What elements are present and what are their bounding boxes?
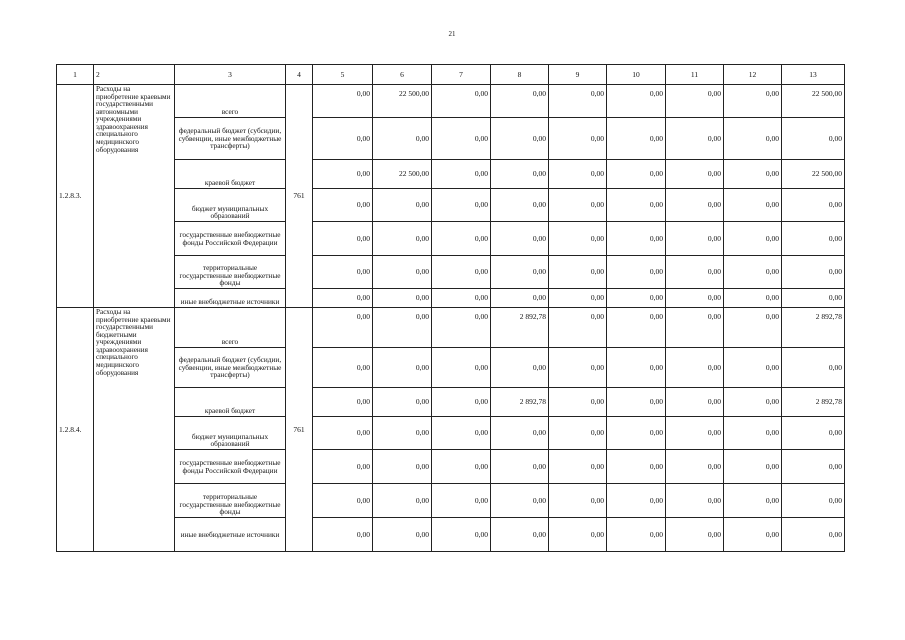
- value-cell: 0,00: [782, 484, 845, 518]
- value-cell: 0,00: [666, 118, 724, 160]
- table-row: [57, 160, 845, 189]
- value-cell: 0,00: [491, 518, 549, 552]
- value-cell: 0,00: [666, 450, 724, 484]
- value-cell: 0,00: [724, 518, 782, 552]
- value-cell: 0,00: [313, 388, 373, 417]
- value-cell: 0,00: [491, 348, 549, 388]
- value-cell: 0,00: [666, 518, 724, 552]
- value-cell: 0,00: [313, 308, 373, 348]
- table-row: [57, 118, 845, 160]
- value-cell: 0,00: [666, 189, 724, 222]
- value-cell: 0,00: [607, 417, 666, 450]
- value-cell: 0,00: [432, 348, 491, 388]
- admin-code: 761: [286, 308, 313, 552]
- value-cell: 0,00: [724, 118, 782, 160]
- value-cell: 0,00: [666, 160, 724, 189]
- value-cell: 0,00: [724, 450, 782, 484]
- table-row: [57, 256, 845, 289]
- value-cell: 0,00: [724, 348, 782, 388]
- item-code: 1.2.8.4.: [57, 308, 94, 552]
- funding-source: федеральный бюджет (субсидии, субвенции, иные межбюджетные трансферты): [175, 348, 286, 388]
- value-cell: 0,00: [373, 256, 432, 289]
- value-cell: 0,00: [432, 388, 491, 417]
- value-cell: 0,00: [491, 189, 549, 222]
- value-cell: 0,00: [782, 222, 845, 256]
- value-cell: 2 892,78: [782, 308, 845, 348]
- header-cell: 2: [94, 65, 175, 85]
- value-cell: 0,00: [549, 417, 607, 450]
- value-cell: 0,00: [313, 160, 373, 189]
- funding-source: территориальные государственные внебюджетные фонды: [175, 256, 286, 289]
- header-cell: 4: [286, 65, 313, 85]
- budget-table: [56, 64, 845, 552]
- value-cell: 0,00: [724, 85, 782, 118]
- item-code: 1.2.8.3.: [57, 85, 94, 308]
- header-cell: 3: [175, 65, 286, 85]
- value-cell: 0,00: [782, 256, 845, 289]
- funding-source: всего: [175, 85, 286, 118]
- value-cell: 0,00: [373, 222, 432, 256]
- value-cell: 0,00: [373, 388, 432, 417]
- header-cell: 10: [607, 65, 666, 85]
- value-cell: 0,00: [549, 118, 607, 160]
- value-cell: 0,00: [432, 289, 491, 308]
- header-row: [57, 65, 845, 85]
- value-cell: 0,00: [782, 289, 845, 308]
- value-cell: 0,00: [549, 256, 607, 289]
- header-cell: 13: [782, 65, 845, 85]
- value-cell: 0,00: [724, 417, 782, 450]
- value-cell: 0,00: [373, 348, 432, 388]
- value-cell: 2 892,78: [491, 388, 549, 417]
- value-cell: 0,00: [607, 450, 666, 484]
- table-row: [57, 348, 845, 388]
- value-cell: 0,00: [666, 85, 724, 118]
- value-cell: 0,00: [607, 388, 666, 417]
- value-cell: 0,00: [607, 256, 666, 289]
- value-cell: 0,00: [607, 518, 666, 552]
- value-cell: 0,00: [549, 484, 607, 518]
- value-cell: 0,00: [666, 222, 724, 256]
- table-row: [57, 308, 845, 348]
- value-cell: 0,00: [491, 289, 549, 308]
- value-cell: 0,00: [666, 256, 724, 289]
- value-cell: 0,00: [607, 118, 666, 160]
- value-cell: 0,00: [373, 308, 432, 348]
- value-cell: 0,00: [724, 256, 782, 289]
- value-cell: 0,00: [432, 160, 491, 189]
- value-cell: 0,00: [373, 417, 432, 450]
- table-row: [57, 450, 845, 484]
- value-cell: 0,00: [549, 348, 607, 388]
- value-cell: 0,00: [549, 388, 607, 417]
- value-cell: 0,00: [432, 450, 491, 484]
- value-cell: 0,00: [432, 189, 491, 222]
- value-cell: 0,00: [549, 518, 607, 552]
- value-cell: 0,00: [491, 417, 549, 450]
- header-cell: 6: [373, 65, 432, 85]
- value-cell: 0,00: [549, 450, 607, 484]
- value-cell: 0,00: [666, 348, 724, 388]
- item-description: Расходы на приобретение краевыми государственными автономными учреждениями здравоохранения специального медицинского оборудования: [94, 85, 175, 308]
- table-row: [57, 388, 845, 417]
- value-cell: 0,00: [432, 308, 491, 348]
- value-cell: 0,00: [491, 222, 549, 256]
- table-row: [57, 189, 845, 222]
- value-cell: 0,00: [313, 222, 373, 256]
- value-cell: 0,00: [782, 518, 845, 552]
- table-row: [57, 417, 845, 450]
- value-cell: 0,00: [724, 289, 782, 308]
- value-cell: 0,00: [666, 308, 724, 348]
- value-cell: 0,00: [313, 85, 373, 118]
- value-cell: 0,00: [313, 518, 373, 552]
- value-cell: 0,00: [491, 85, 549, 118]
- value-cell: 0,00: [313, 484, 373, 518]
- value-cell: 0,00: [549, 189, 607, 222]
- value-cell: 0,00: [549, 308, 607, 348]
- table-row: [57, 222, 845, 256]
- value-cell: 0,00: [373, 189, 432, 222]
- value-cell: 0,00: [607, 160, 666, 189]
- value-cell: 0,00: [724, 484, 782, 518]
- value-cell: 0,00: [549, 222, 607, 256]
- value-cell: 0,00: [491, 484, 549, 518]
- value-cell: 0,00: [782, 417, 845, 450]
- value-cell: 0,00: [724, 308, 782, 348]
- value-cell: 0,00: [373, 289, 432, 308]
- header-cell: 11: [666, 65, 724, 85]
- value-cell: 0,00: [313, 256, 373, 289]
- funding-source: иные внебюджетные источники: [175, 289, 286, 308]
- value-cell: 0,00: [607, 85, 666, 118]
- value-cell: 0,00: [432, 118, 491, 160]
- value-cell: 0,00: [491, 118, 549, 160]
- header-cell: 5: [313, 65, 373, 85]
- value-cell: 0,00: [373, 484, 432, 518]
- value-cell: 0,00: [607, 484, 666, 518]
- value-cell: 0,00: [724, 189, 782, 222]
- value-cell: 0,00: [549, 85, 607, 118]
- value-cell: 0,00: [607, 348, 666, 388]
- value-cell: 0,00: [607, 189, 666, 222]
- header-cell: 12: [724, 65, 782, 85]
- funding-source: бюджет муниципальных образований: [175, 189, 286, 222]
- value-cell: 0,00: [432, 222, 491, 256]
- value-cell: 22 500,00: [782, 160, 845, 189]
- table-row: [57, 85, 845, 118]
- value-cell: 0,00: [666, 388, 724, 417]
- funding-source: бюджет муниципальных образований: [175, 417, 286, 450]
- admin-code: 761: [286, 85, 313, 308]
- value-cell: 0,00: [313, 450, 373, 484]
- value-cell: 0,00: [666, 289, 724, 308]
- value-cell: 0,00: [782, 348, 845, 388]
- table-row: [57, 484, 845, 518]
- value-cell: 0,00: [782, 189, 845, 222]
- value-cell: 0,00: [666, 484, 724, 518]
- value-cell: 0,00: [313, 189, 373, 222]
- value-cell: 0,00: [313, 118, 373, 160]
- value-cell: 0,00: [724, 160, 782, 189]
- value-cell: 0,00: [607, 289, 666, 308]
- value-cell: 0,00: [491, 160, 549, 189]
- funding-source: иные внебюджетные источники: [175, 518, 286, 552]
- value-cell: 0,00: [724, 222, 782, 256]
- value-cell: 2 892,78: [782, 388, 845, 417]
- value-cell: 0,00: [607, 308, 666, 348]
- value-cell: 0,00: [373, 450, 432, 484]
- value-cell: 0,00: [432, 256, 491, 289]
- header-cell: 1: [57, 65, 94, 85]
- value-cell: 0,00: [313, 348, 373, 388]
- value-cell: 22 500,00: [373, 160, 432, 189]
- funding-source: всего: [175, 308, 286, 348]
- header-cell: 7: [432, 65, 491, 85]
- funding-source: краевой бюджет: [175, 160, 286, 189]
- item-description: Расходы на приобретение краевыми государственными бюджетными учреждениями здравоохранения специального медицинского оборудования: [94, 308, 175, 552]
- value-cell: 0,00: [782, 450, 845, 484]
- value-cell: 0,00: [432, 484, 491, 518]
- value-cell: 22 500,00: [782, 85, 845, 118]
- value-cell: 0,00: [432, 85, 491, 118]
- value-cell: 0,00: [491, 450, 549, 484]
- value-cell: 2 892,78: [491, 308, 549, 348]
- value-cell: 22 500,00: [373, 85, 432, 118]
- funding-source: федеральный бюджет (субсидии, субвенции, иные межбюджетные трансферты): [175, 118, 286, 160]
- value-cell: 0,00: [666, 417, 724, 450]
- funding-source: краевой бюджет: [175, 388, 286, 417]
- value-cell: 0,00: [549, 289, 607, 308]
- value-cell: 0,00: [432, 518, 491, 552]
- value-cell: 0,00: [432, 417, 491, 450]
- value-cell: 0,00: [491, 256, 549, 289]
- value-cell: 0,00: [549, 160, 607, 189]
- value-cell: 0,00: [313, 417, 373, 450]
- value-cell: 0,00: [373, 118, 432, 160]
- funding-source: территориальные государственные внебюджетные фонды: [175, 484, 286, 518]
- page-number: 21: [448, 30, 456, 38]
- value-cell: 0,00: [373, 518, 432, 552]
- header-cell: 9: [549, 65, 607, 85]
- funding-source: государственные внебюджетные фонды Российской Федерации: [175, 450, 286, 484]
- table-row: [57, 289, 845, 308]
- value-cell: 0,00: [607, 222, 666, 256]
- value-cell: 0,00: [313, 289, 373, 308]
- value-cell: 0,00: [724, 388, 782, 417]
- value-cell: 0,00: [782, 118, 845, 160]
- table-row: [57, 518, 845, 552]
- header-cell: 8: [491, 65, 549, 85]
- funding-source: государственные внебюджетные фонды Российской Федерации: [175, 222, 286, 256]
